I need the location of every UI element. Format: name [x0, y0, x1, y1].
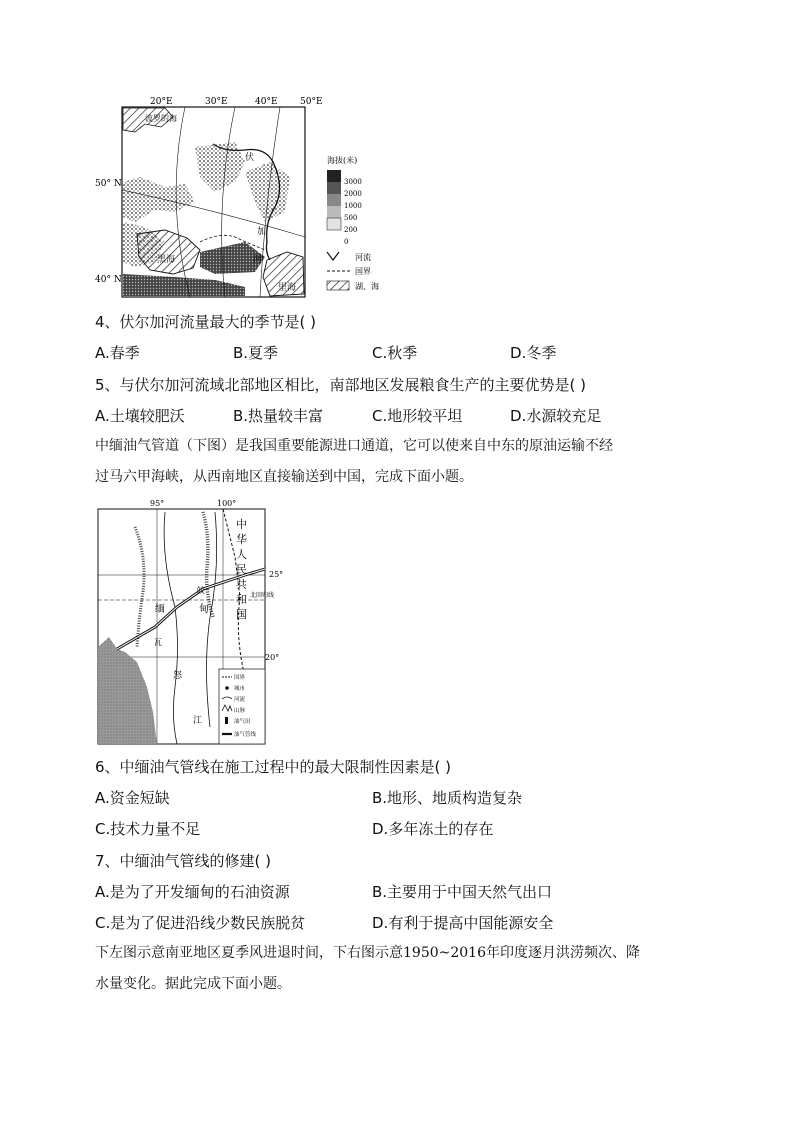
- legend-swatch: [327, 182, 341, 194]
- lon-label: 100°: [217, 499, 237, 508]
- country-char: 民: [236, 563, 247, 576]
- myanmar-char: 缅: [155, 604, 165, 615]
- country-char: 中: [236, 518, 247, 531]
- lat-label: 50° N: [95, 179, 122, 189]
- tropic-label: 北回归线: [250, 592, 275, 599]
- lon-label: 95°: [150, 499, 165, 508]
- country-char: 国: [236, 608, 247, 621]
- question-4-stem: 4、伏尔加河流量最大的季节是( ): [95, 313, 317, 331]
- question-6-stem: 6、中缅油气管线在施工过程中的最大限制性因素是( ): [95, 758, 452, 776]
- legend-value: 3000: [344, 178, 362, 186]
- river-char: 河: [253, 255, 263, 265]
- legend-value: 1000: [344, 202, 362, 210]
- river-char: 怒: [173, 671, 183, 681]
- legend-swatch: [327, 194, 341, 206]
- volga-map-figure: [95, 92, 405, 304]
- sea-label-caspian: 里海: [278, 283, 297, 293]
- pipeline-map-svg: [95, 497, 290, 747]
- river-char: 加: [257, 227, 267, 237]
- q4-option-d[interactable]: D.冬季: [510, 344, 557, 362]
- legend-value: 200: [344, 226, 358, 234]
- legend-river-symbol: [327, 252, 339, 260]
- pipeline-map-figure: [95, 497, 290, 747]
- lon-label: 40°E: [255, 97, 278, 107]
- volga-map-svg: [95, 92, 405, 304]
- lat-label: 40° N: [95, 275, 122, 285]
- legend-label: 湖、海: [355, 282, 379, 291]
- legend-label: 城市: [234, 686, 246, 692]
- intro-1-line-1: 中缅油气管道（下图）是我国重要能源进口通道，它可以使来自中东的原油运输不经: [95, 438, 613, 454]
- q4-option-a[interactable]: A.春季: [95, 344, 140, 362]
- q5-option-d[interactable]: D.水源较充足: [510, 407, 602, 425]
- q5-option-c[interactable]: C.地形较平坦: [372, 407, 463, 425]
- country-char: 人: [236, 548, 247, 561]
- legend-swatch: [327, 170, 341, 182]
- city-label: 瓦: [154, 638, 162, 647]
- legend-value: 500: [344, 214, 358, 222]
- q4-option-c[interactable]: C.秋季: [372, 344, 418, 362]
- legend-title: 海拔(米): [327, 156, 358, 165]
- q7-option-b[interactable]: B.主要用于中国天然气出口: [372, 883, 553, 901]
- legend-value: 2000: [344, 190, 362, 198]
- legend-label: 河流: [355, 253, 371, 262]
- q6-option-d[interactable]: D.多年冻土的存在: [372, 820, 494, 838]
- legend-lake-symbol: [327, 281, 349, 290]
- legend-swatch: [327, 218, 341, 230]
- q6-option-b[interactable]: B.地形、地质构造复杂: [372, 789, 523, 807]
- legend-label: 国界: [355, 267, 371, 276]
- intro-2-line-2: 水量变化。据此完成下面小题。: [95, 976, 291, 992]
- legend-label: 山脉: [234, 708, 246, 714]
- country-char: 华: [236, 533, 247, 546]
- q7-option-c[interactable]: C.是为了促进沿线少数民族脱贫: [95, 914, 306, 932]
- question-5-stem: 5、与伏尔加河流域北部地区相比，南部地区发展粮食生产的主要优势是( ): [95, 376, 587, 394]
- legend-label: 油气田: [234, 719, 251, 725]
- q6-option-a[interactable]: A.资金短缺: [95, 789, 170, 807]
- question-7-stem: 7、中缅油气管线的修建( ): [95, 852, 272, 870]
- city-label: 皎: [197, 586, 205, 595]
- legend-swatch: [327, 206, 341, 218]
- lon-label: 30°E: [205, 97, 228, 107]
- intro-2-line-1: 下左图示意南亚地区夏季风进退时间，下右图示意1950~2016年印度逐月洪涝频次、降: [95, 945, 640, 961]
- q5-option-a[interactable]: A.土壤较肥沃: [95, 407, 185, 425]
- lon-label: 50°E: [300, 97, 323, 107]
- river-char: 江: [193, 716, 203, 726]
- lat-label: 20°: [265, 653, 280, 662]
- intro-1-line-2: 过马六甲海峡，从西南地区直接输送到中国，完成下面小题。: [95, 469, 473, 485]
- sea-label-black: 黑海: [157, 255, 176, 265]
- country-char: 共: [236, 578, 247, 591]
- legend-label: 国界: [234, 675, 246, 681]
- q6-option-c[interactable]: C.技术力量不足: [95, 820, 201, 838]
- legend-label: 河流: [234, 697, 246, 703]
- country-char: 和: [236, 593, 247, 606]
- legend-value: 0: [344, 238, 349, 246]
- q7-option-d[interactable]: D.有利于提高中国能源安全: [372, 914, 554, 932]
- lat-label: 25°: [269, 570, 284, 579]
- q5-option-b[interactable]: B.热量较丰富: [233, 407, 324, 425]
- myanmar-char: 甸: [199, 604, 209, 615]
- legend-field-symbol: [225, 717, 228, 724]
- region-label: 波罗的海: [145, 114, 177, 123]
- q7-option-a[interactable]: A.是为了开发缅甸的石油资源: [95, 883, 290, 901]
- q4-option-b[interactable]: B.夏季: [233, 344, 279, 362]
- legend-city-symbol: [225, 686, 229, 690]
- lon-label: 20°E: [150, 97, 173, 107]
- river-char: 伏: [245, 153, 255, 163]
- legend-label: 油气管线: [234, 732, 257, 738]
